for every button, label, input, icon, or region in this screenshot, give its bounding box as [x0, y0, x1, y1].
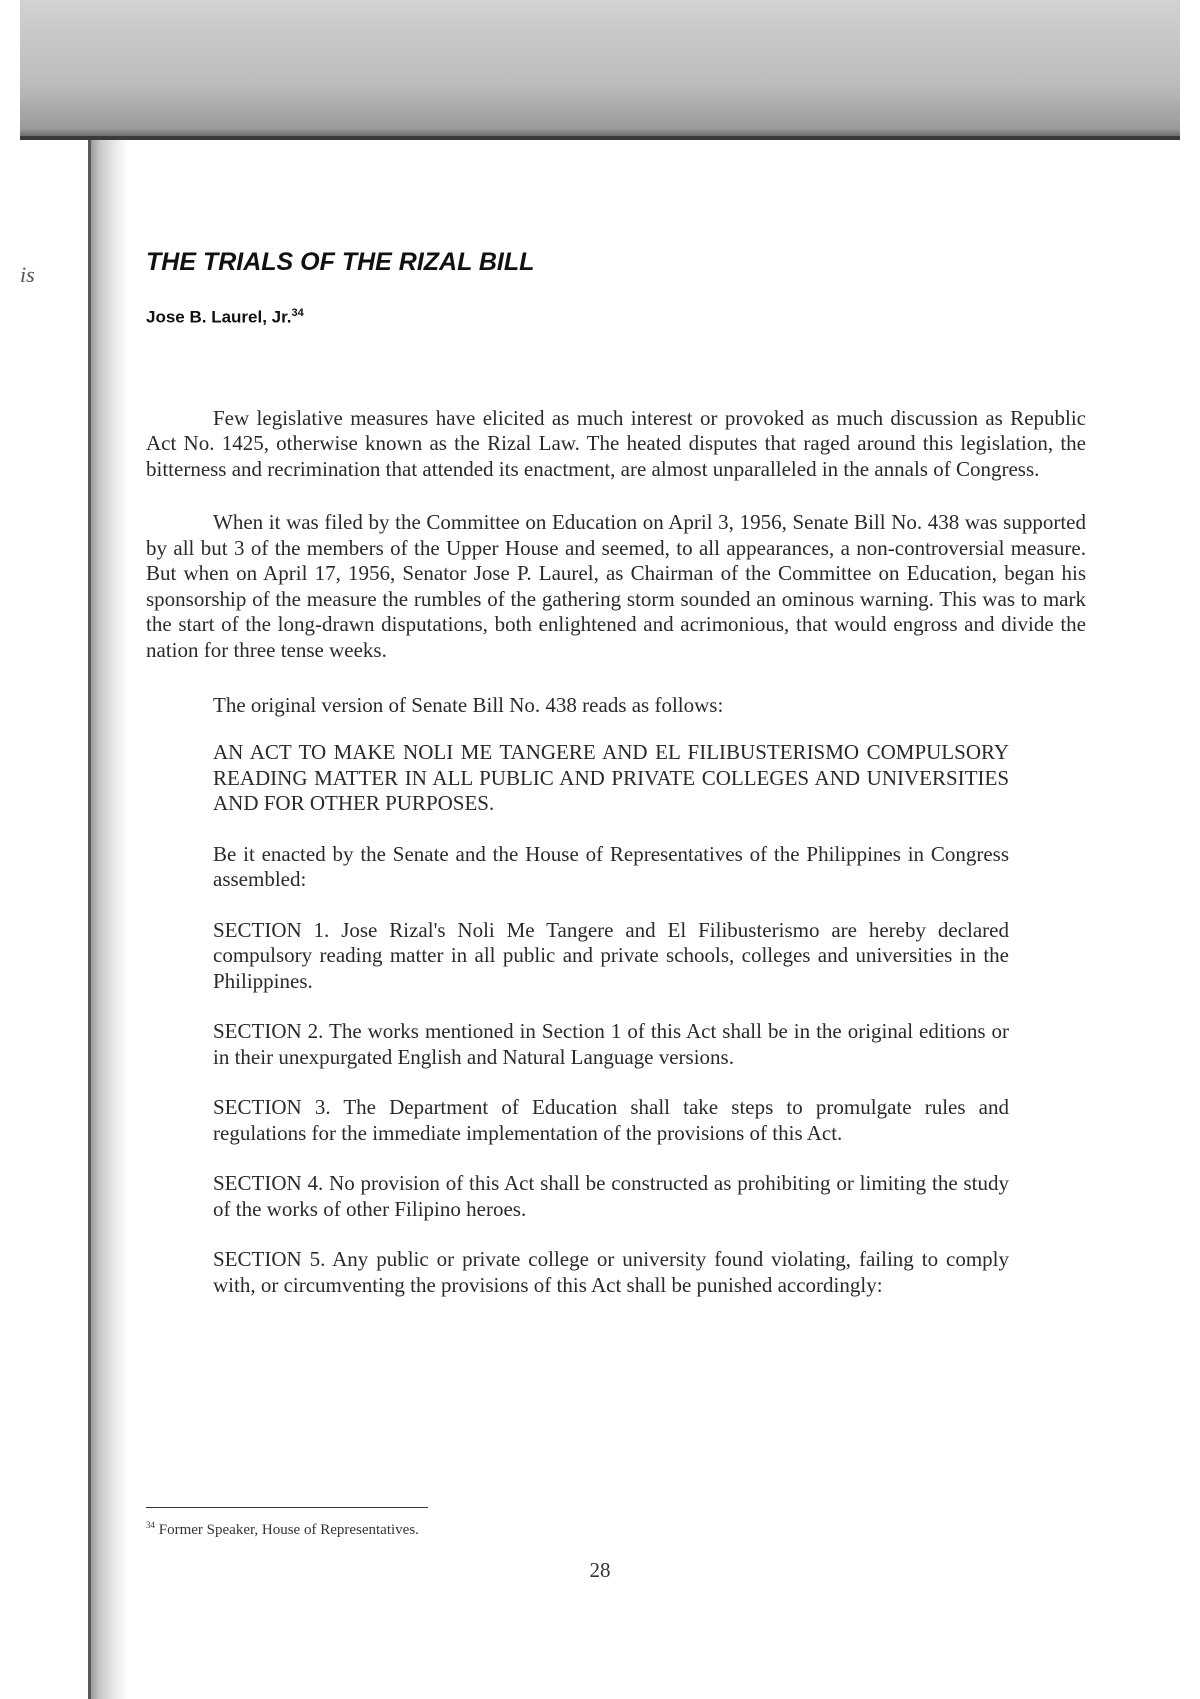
author-line: [146, 307, 1086, 328]
body-paragraph-2: When it was filed by the Committee on Education on April 3, 1956, Senate Bill No. 438 was supported by all but 3 of the members of the Upper House and seemed, to all appearances, a non-controversial measure. But when on April 17, 1956, Senator Jose P. Laurel, as Chairman of the Committee on Education, began his sponsorship of the measure the rumbles of the gathering storm sounded an ominous warning. This was to mark the start of the long-drawn disputations, both enlightened and acrimonious, that would engross and divide the nation for three tense weeks.: [146, 510, 1086, 662]
margin-mark: is: [20, 262, 35, 287]
bill-section-1: SECTION 1. Jose Rizal's Noli Me Tangere and El Filibusterismo are hereby declared compulsory reading matter in all public and private schools, colleges and universities in the Philippines.: [213, 917, 1009, 993]
page-number: 28: [589, 1558, 611, 1582]
footnote-text: Former Speaker, House of Representatives.: [158, 1522, 419, 1538]
page-content: [146, 248, 1086, 1323]
footnote-divider: [146, 1507, 428, 1508]
author-footnote-ref: 34: [291, 307, 304, 319]
bill-title: AN ACT TO MAKE NOLI ME TANGERE AND EL FILIBUSTERISMO COMPULSORY READING MATTER IN ALL PUBLIC AND PRIVATE COLLEGES AND UNIVERSITIES AND FOR OTHER PURPOSES.: [213, 740, 1009, 816]
bill-section-4: SECTION 4. No provision of this Act shall be constructed as prohibiting or limiting the study of the works of other Filipino heroes.: [213, 1171, 1009, 1221]
bill-enacting-clause: Be it enacted by the Senate and the House of Representatives of the Philippines in Congress assembled:: [213, 841, 1009, 892]
bill-section-3: SECTION 3. The Department of Education shall take steps to promulgate rules and regulations for the immediate implementation of the provisions of this Act.: [213, 1095, 1009, 1145]
body-paragraph-1: Few legislative measures have elicited as much interest or provoked as much discussion as Republic Act No. 1425, otherwise known as the Rizal Law. The heated disputes that raged around this legislation, the bitterness and recrimination that attended its enactment, are almost unparalleled in the annals of Congress.: [146, 405, 1086, 481]
bill-quotation: [213, 740, 1009, 1298]
scan-top-shadow: [20, 0, 1180, 140]
footnote: [146, 1520, 419, 1539]
bill-section-5: SECTION 5. Any public or private college or university found violating, failing to comply with, or circumventing the provisions of this Act shall be punished accordingly:: [213, 1247, 1009, 1297]
bill-intro-line: The original version of Senate Bill No. 438 reads as follows:: [213, 693, 724, 718]
footnote-number: 34: [146, 1520, 155, 1530]
bill-section-2: SECTION 2. The works mentioned in Section 1 of this Act shall be in the original editions or in their unexpurgated English and Natural Language versions.: [213, 1019, 1009, 1069]
page-title: THE TRIALS OF THE RIZAL BILL: [146, 248, 535, 276]
book-spine-shadow: [88, 140, 128, 1699]
author-name: Jose B. Laurel, Jr.: [146, 307, 292, 327]
